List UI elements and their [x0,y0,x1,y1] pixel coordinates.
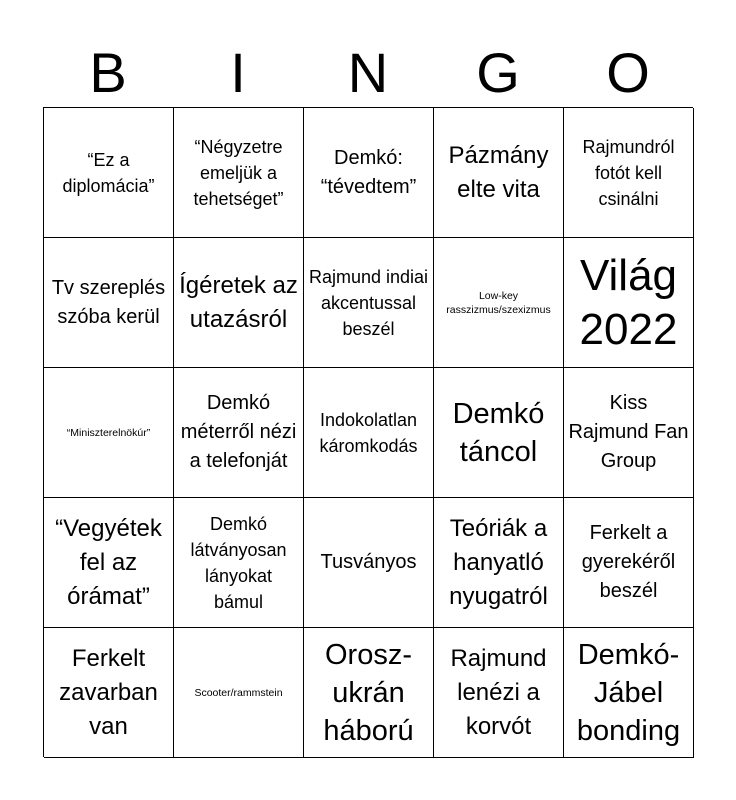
bingo-cell-r2-c4[interactable] [564,368,694,498]
header-letter-i: I [230,41,246,104]
cell-label: Kiss Rajmund Fan Group [568,392,689,472]
bingo-cell-r3-c1[interactable] [174,498,304,628]
bingo-board [43,107,693,757]
cell-label: Demkó-Jábel bonding [576,638,681,747]
bingo-cell-r0-c0[interactable] [44,108,174,238]
bingo-cell-r4-c0[interactable] [44,628,174,758]
cell-label: Ferkelt a gyerekéről beszél [581,522,676,602]
bingo-cell-r0-c4[interactable] [564,108,694,238]
cell-label: Indokolatlan káromkodás [319,409,418,456]
cell-label: “Négyzetre emeljük a tehetséget” [193,136,284,209]
bingo-cell-r0-c2[interactable] [304,108,434,238]
cell-label: Tv szereplés szóba kerül [51,276,166,328]
cell-label: “Vegyétek fel az órámat” [55,514,162,610]
cell-label: Orosz-ukrán háború [323,638,414,747]
bingo-cell-r4-c4[interactable] [564,628,694,758]
bingo-cell-r1-c4[interactable] [564,238,694,368]
cell-label: Demkó táncol [452,397,545,468]
cell-label: Ígéretek az utazásról [179,271,298,333]
bingo-cell-r3-c4[interactable] [564,498,694,628]
bingo-cell-r1-c0[interactable] [44,238,174,368]
header-letter-b: B [89,41,127,104]
bingo-cell-r4-c3[interactable] [434,628,564,758]
bingo-cell-r2-c1[interactable] [174,368,304,498]
bingo-cell-r1-c1[interactable] [174,238,304,368]
bingo-cell-r2-c0[interactable] [44,368,174,498]
cell-label: Demkó méterről nézi a telefonját [180,392,297,472]
cell-label: Teóriák a hanyatló nyugatról [449,514,548,610]
cell-label: Rajmundról fotót kell csinálni [582,136,675,209]
cell-label: Pázmány elte vita [448,141,549,203]
bingo-cell-r2-c3[interactable] [434,368,564,498]
cell-label: Ferkelt zavarban van [59,644,158,740]
bingo-cell-r3-c2[interactable] [304,498,434,628]
bingo-cell-r4-c1[interactable] [174,628,304,758]
bingo-cell-r3-c0[interactable] [44,498,174,628]
header-letter-o: O [606,41,650,104]
cell-label: Scooter/rammstein [194,686,283,699]
cell-label: Demkó látványosan lányokat bámul [190,513,287,612]
cell-label: Rajmund lenézi a korvót [450,644,547,740]
bingo-cell-r0-c1[interactable] [174,108,304,238]
header-letter-n: N [347,41,389,104]
cell-label: Világ 2022 [579,250,678,354]
bingo-cell-r0-c3[interactable] [434,108,564,238]
cell-label: Demkó: “tévedtem” [320,146,417,198]
cell-label: “Miniszterelnökúr” [66,426,151,439]
header-letter-g: G [476,41,520,104]
cell-label: Low-key rasszizmus/szexizmus [446,289,551,316]
cell-label: “Ez a diplomácia” [62,149,155,196]
bingo-cell-r1-c2[interactable] [304,238,434,368]
bingo-header [43,38,693,108]
bingo-cell-r4-c2[interactable] [304,628,434,758]
bingo-cell-r3-c3[interactable] [434,498,564,628]
cell-label: Tusványos [320,551,417,573]
bingo-cell-r1-c3[interactable] [434,238,564,368]
bingo-cell-r2-c2[interactable] [304,368,434,498]
cell-label: Rajmund indiai akcentussal beszél [308,266,429,339]
